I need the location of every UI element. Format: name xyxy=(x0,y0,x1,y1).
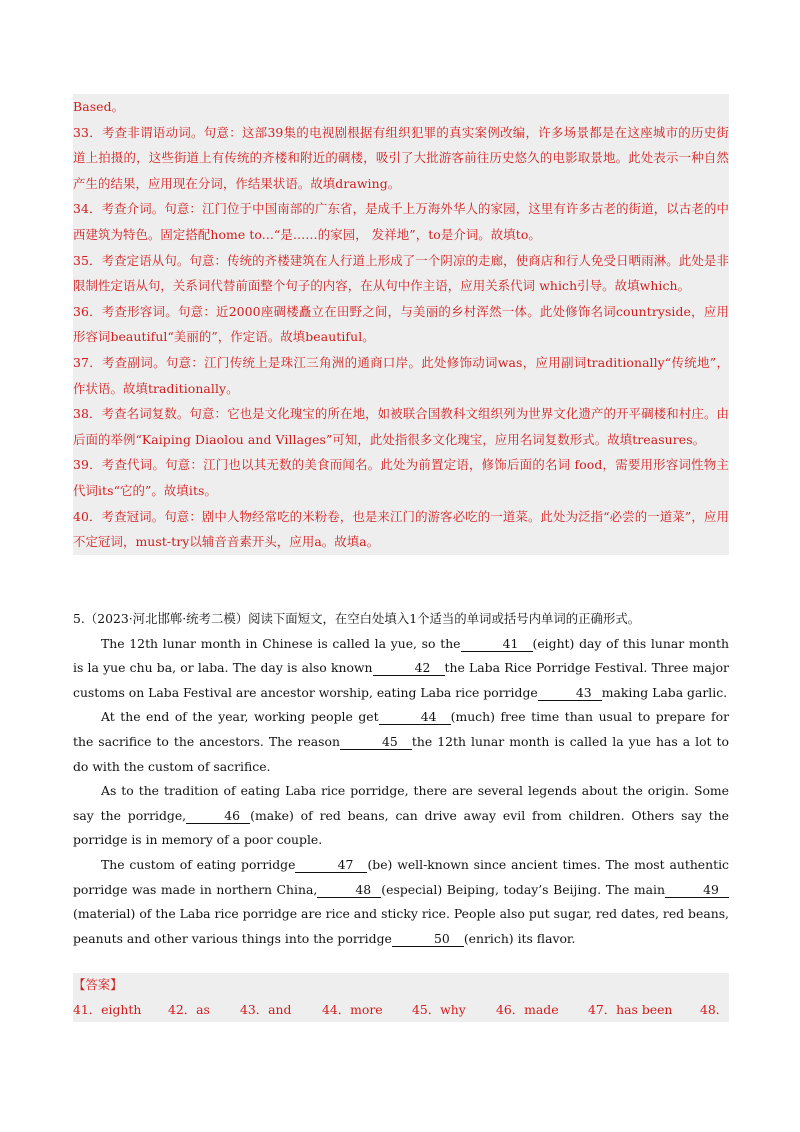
explanation-item-36: 36．考查形容词。句意：近2000座碉楼矗立在田野之间，与美丽的乡村浑然一体。此处修饰名词countryside，应用形容词beautiful“美丽的”，作定语。故填beautiful。 xyxy=(73,303,729,345)
answer-item-48: 48． xyxy=(700,1001,729,1017)
explanation-item-38: 38．考查名词复数。句意：它也是文化瑰宝的所在地，如被联合国教科文组织列为世界文化遗产的开平碉楼和村庄。由后面的举例“Kaiping Diaolou and Villages”可知，此处指很多文化瑰宝，应用名词复数形式。故填treasures。 xyxy=(73,406,729,447)
explanation-item-39: 39．考查代词。句意：江门也以其无数的美食而闻名。此处为前置定语，修饰后面的名词 food，需要用形容词性物主代词its“它的”。故填its。 xyxy=(73,457,729,498)
blank-42[interactable]: 42 xyxy=(373,661,445,676)
blank-48[interactable]: 48 xyxy=(317,883,381,898)
answer-section xyxy=(73,973,729,1022)
passage-paragraph-1: The 12th lunar month in Chinese is called la yue, so the 41 (eight) day of this lunar month is la yue chu ba, or laba. The day is also known 42 the Laba Rice Porridge Festival. Three major customs on Laba Festival are ancestor worship, eating Laba rice porridge 43 making Laba garlic. xyxy=(73,635,729,700)
answer-label: 【答案】 xyxy=(73,977,123,992)
blank-43[interactable]: 43 xyxy=(538,686,602,701)
answer-item-42: 42．as xyxy=(168,1001,210,1017)
passage-paragraph-3: As to the tradition of eating Laba rice porridge, there are several legends about the origin. Some say the porridge, 46 (make) of red beans, can drive away evil from children. Others say the porridge is in memory of a poor couple. xyxy=(73,783,729,848)
blank-45[interactable]: 45 xyxy=(340,735,412,750)
explanation-line: Based。 xyxy=(73,99,125,114)
answer-item-41: 41．eighth xyxy=(73,1001,142,1017)
explanation-item-40: 40．考查冠词。句意：剧中人物经常吃的米粉卷，也是来江门的游客必吃的一道菜。此处为泛指“必尝的一道菜”，应用不定冠词，must-try以辅音音素开头，应用a。故填a。 xyxy=(73,508,729,550)
explanation-item-34: 34．考查介词。句意：江门位于中国南部的广东省，是成千上万海外华人的家园，这里有许多古老的街道，以古老的中西建筑为特色。固定搭配home to...“是……的家园， 发祥地”，to是介词。故填to。 xyxy=(73,201,729,242)
answer-item-46: 46．made xyxy=(496,1001,559,1017)
answer-item-44: 44．more xyxy=(322,1001,383,1017)
blank-41[interactable]: 41 xyxy=(461,637,533,652)
explanation-section xyxy=(73,94,729,555)
passage-paragraph-2: At the end of the year, working people get 44 (much) free time than usual to prepare for the sacrifice to the ancestors. The reason 45 the 12th lunar month is called la yue has a lot to do with the custom of sacrifice. xyxy=(73,709,729,774)
blank-46[interactable]: 46 xyxy=(186,809,250,824)
passage-paragraph-4: The custom of eating porridge 47 (be) well-known since ancient times. The most authentic porridge was made in northern China, 48 (especial) Beiping, today’s Beijing. The main 49(material) of the Laba rice porridge are rice and sticky rice. People also put sugar, red dates, red beans, peanuts and other various things into the porridge 50 (enrich) its flavor. xyxy=(73,856,729,946)
explanation-item-37: 37．考查副词。句意：江门传统上是珠江三角洲的通商口岸。此处修饰动词was，应用副词traditionally“传统地”，作状语。故填traditionally。 xyxy=(73,354,729,396)
blank-47[interactable]: 47 xyxy=(295,858,367,873)
blank-50[interactable]: 50 xyxy=(392,932,464,947)
answer-item-45: 45．why xyxy=(412,1001,466,1017)
answer-item-43: 43．and xyxy=(240,1001,292,1017)
blank-49[interactable]: 49 xyxy=(665,883,729,898)
blank-44[interactable]: 44 xyxy=(379,710,451,725)
answer-row xyxy=(73,998,729,1023)
question-heading: 5.（2023·河北邯郸·统考二模）阅读下面短文，在空白处填入1个适当的单词或括号内单词的正确形式。 xyxy=(73,611,641,626)
explanation-item-35: 35．考查定语从句。句意：传统的齐楼建筑在人行道上形成了一个阴凉的走廊，使商店和行人免受日晒雨淋。此处是非限制性定语从句，关系词代替前面整个句子的内容，在从句中作主语，应用关系代词 which引导。故填which。 xyxy=(73,252,729,294)
answer-item-47: 47．has been xyxy=(588,1001,673,1017)
question-section xyxy=(73,607,729,951)
explanation-item-33: 33．考查非谓语动词。句意：这部39集的电视剧根据有组织犯罪的真实案例改编，许多场景都是在这座城市的历史街道上拍摄的，这些街道上有传统的齐楼和附近的碉楼，吸引了大批游客前往历史悠久的电影取景地。此处表示一种自然产生的结果，应用现在分词，作结果状语。故填drawing。 xyxy=(73,124,729,191)
